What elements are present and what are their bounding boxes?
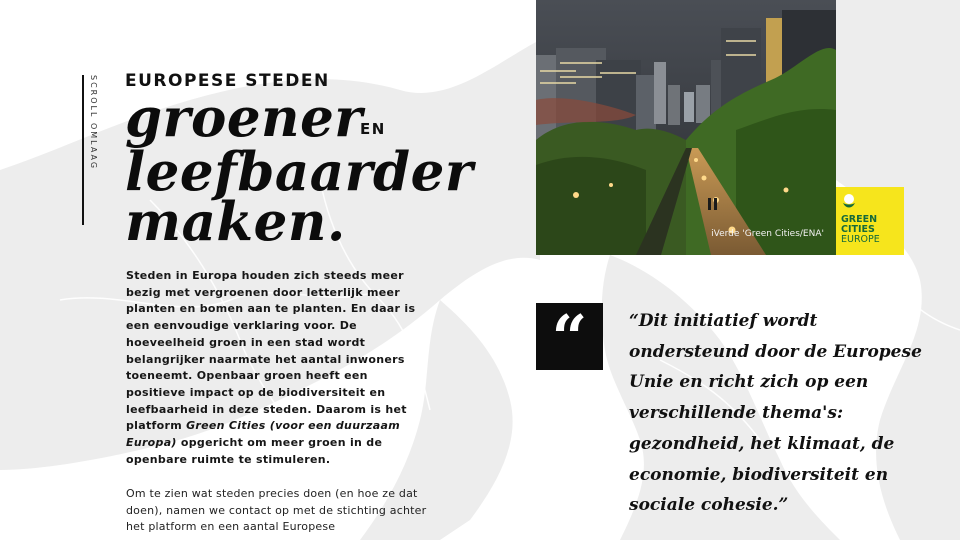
intro-emphasis: Green Cities (voor een duurzaam Europa) — [126, 419, 400, 450]
photo-credit: iVerde 'Green Cities/ENA' — [711, 229, 824, 239]
quote-mark-box — [536, 301, 603, 374]
logo-line-3: EUROPE — [841, 234, 880, 245]
green-cities-europe-logo[interactable] — [836, 187, 904, 255]
logo-line-2: CITIES — [841, 224, 875, 235]
scroll-hint-label: SCROLL OMLAAG — [89, 75, 98, 171]
intro-text-part-2: opgericht om meer groen in de openbare ruimte te stimuleren. — [126, 436, 383, 466]
page-title-word-1: groener — [125, 87, 363, 149]
pull-quote: “Dit initiatief wordt ondersteund door de Europese Unie en richt zich op een verschillende thema's: gezondheid, het klimaat, de economie, biodiversiteit en sociale cohesie.” — [629, 311, 922, 516]
page-kicker: EUROPESE STEDEN — [125, 71, 330, 91]
logo-leaf-icon — [842, 194, 856, 210]
intro-text-part-1: Steden in Europa houden zich steeds meer bezig met vergroenen door letterlijk meer planten en bomen aan te planten. En daar is een eenvoudige verklaring voor. De hoeveelheid groen in een stad wordt belangrijker naarmate het aantal inwoners toeneemt. Openbaar groen heeft een positieve impact op de biodiversiteit en leefbaarheid in deze steden. Daarom is het platform — [126, 269, 416, 433]
page-title-connector: EN — [360, 120, 386, 138]
scroll-hint[interactable] — [82, 75, 102, 225]
scroll-indicator-line — [82, 75, 84, 225]
photo-illustration — [536, 0, 836, 255]
logo-wordmark — [841, 215, 880, 245]
green-city-photo — [536, 0, 836, 255]
page-title-word-3: maken. — [125, 191, 346, 253]
page-title-word-2: leefbaarder — [125, 141, 474, 203]
quote-mark-icon: “ — [551, 301, 588, 374]
logo-line-1: GREEN — [841, 214, 878, 225]
intro-paragraph — [126, 268, 431, 468]
body-paragraph: Om te zien wat steden precies doen (en hoe ze dat doen), namen we contact op met de stichting achter het platform en een aantal Europese — [126, 487, 427, 533]
